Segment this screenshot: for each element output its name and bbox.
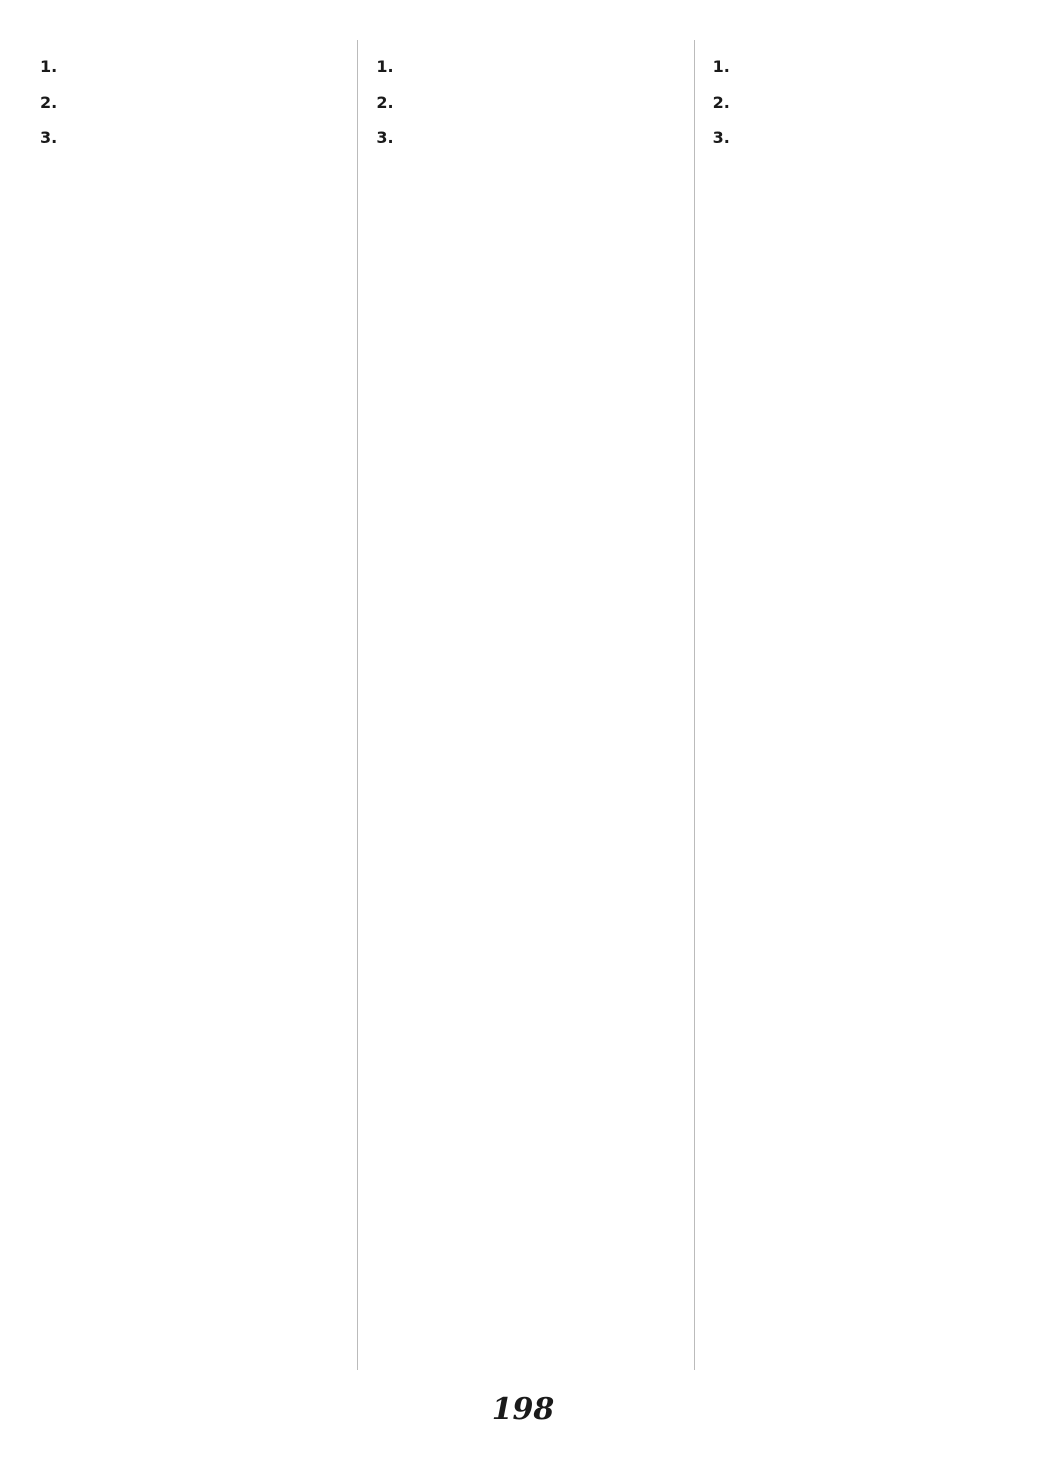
answer-number: 1. bbox=[712, 57, 730, 76]
page-body bbox=[40, 40, 1006, 1370]
page-number: 198 bbox=[491, 1392, 555, 1427]
answer-item bbox=[713, 125, 1006, 151]
answer-number: 3. bbox=[40, 128, 58, 148]
answer-number: 2. bbox=[712, 92, 730, 112]
column-right bbox=[694, 40, 1006, 1370]
column-middle bbox=[357, 40, 669, 1370]
answer-item bbox=[376, 90, 669, 116]
column-left bbox=[40, 40, 333, 1370]
answer-item bbox=[376, 125, 669, 151]
answer-item bbox=[713, 54, 1006, 80]
answer-number: 1. bbox=[40, 57, 58, 76]
answer-number: 1. bbox=[376, 57, 394, 76]
answer-number: 3. bbox=[712, 128, 730, 148]
answer-item bbox=[40, 90, 333, 116]
answer-number: 3. bbox=[376, 128, 394, 148]
answer-number: 2. bbox=[40, 92, 58, 112]
answer-item bbox=[40, 125, 333, 151]
answer-item bbox=[713, 90, 1006, 116]
answer-number: 2. bbox=[376, 92, 394, 112]
answer-item bbox=[40, 54, 333, 80]
answer-item bbox=[376, 54, 669, 80]
